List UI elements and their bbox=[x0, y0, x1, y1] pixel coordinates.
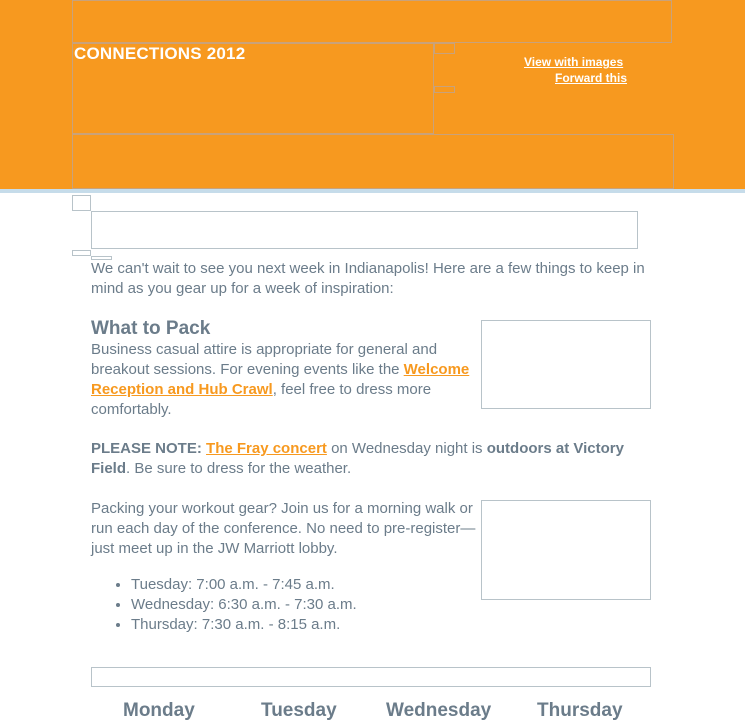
forward-this-link[interactable]: Forward this bbox=[555, 71, 628, 85]
header-divider bbox=[0, 189, 745, 193]
weather-note bbox=[91, 439, 651, 479]
workout-image-placeholder bbox=[481, 500, 651, 600]
schedule-item-wednesday: • Wednesday: 6:30 a.m. - 7:30 a.m. bbox=[131, 595, 357, 615]
pack-text-start: Business casual attire is appropriate for general and breakout sessions. For evening events like the bbox=[91, 341, 438, 378]
workout-schedule bbox=[91, 575, 357, 635]
schedule-item-thursday: • Thursday: 7:30 a.m. - 8:15 a.m. bbox=[131, 615, 357, 635]
banner-image-placeholder bbox=[72, 0, 672, 43]
headline-image-placeholder bbox=[91, 211, 638, 249]
spacer-image-placeholder bbox=[434, 43, 455, 54]
note-text-end: . Be sure to dress for the weather. bbox=[126, 460, 352, 477]
day-heading-thursday: Thursday bbox=[537, 700, 623, 721]
note-emphasis: outdoors at Victory Field bbox=[91, 440, 624, 477]
hero-image-placeholder bbox=[72, 134, 674, 189]
schedule-item-tuesday: • Tuesday: 7:00 a.m. - 7:45 a.m. bbox=[131, 575, 357, 595]
pack-text-end: , feel free to dress more comfortably. bbox=[91, 381, 432, 418]
fray-concert-link[interactable]: The Fray concert bbox=[206, 440, 327, 457]
pack-image-placeholder bbox=[481, 320, 651, 409]
note-text-middle: on Wednesday night is bbox=[326, 440, 487, 457]
masthead-title: CONNECTIONS 2012 bbox=[74, 44, 246, 63]
day-heading-tuesday: Tuesday bbox=[261, 700, 337, 721]
what-to-pack-body bbox=[91, 340, 471, 420]
workout-text: Packing your workout gear? Join us for a morning walk or run each day of the conference. No need to pre-register—just meet up in the JW Marriott lobby. bbox=[91, 500, 476, 557]
divider-image-placeholder bbox=[91, 667, 651, 687]
spacer-image-placeholder bbox=[434, 86, 455, 93]
intro-text: We can't wait to see you next week in Indianapolis! Here are a few things to keep in mind as you gear up for a week of inspiration: bbox=[91, 260, 645, 297]
spacer-image-placeholder bbox=[72, 195, 91, 211]
day-heading-wednesday: Wednesday bbox=[386, 700, 492, 721]
view-with-images-link[interactable]: View with images bbox=[524, 55, 624, 69]
spacer-image-placeholder bbox=[72, 250, 91, 256]
welcome-reception-link[interactable]: Welcome Reception and Hub Crawl bbox=[91, 361, 470, 398]
day-heading-monday: Monday bbox=[123, 700, 195, 721]
what-to-pack-heading: What to Pack bbox=[91, 318, 211, 339]
note-label: PLEASE NOTE: bbox=[91, 440, 202, 457]
